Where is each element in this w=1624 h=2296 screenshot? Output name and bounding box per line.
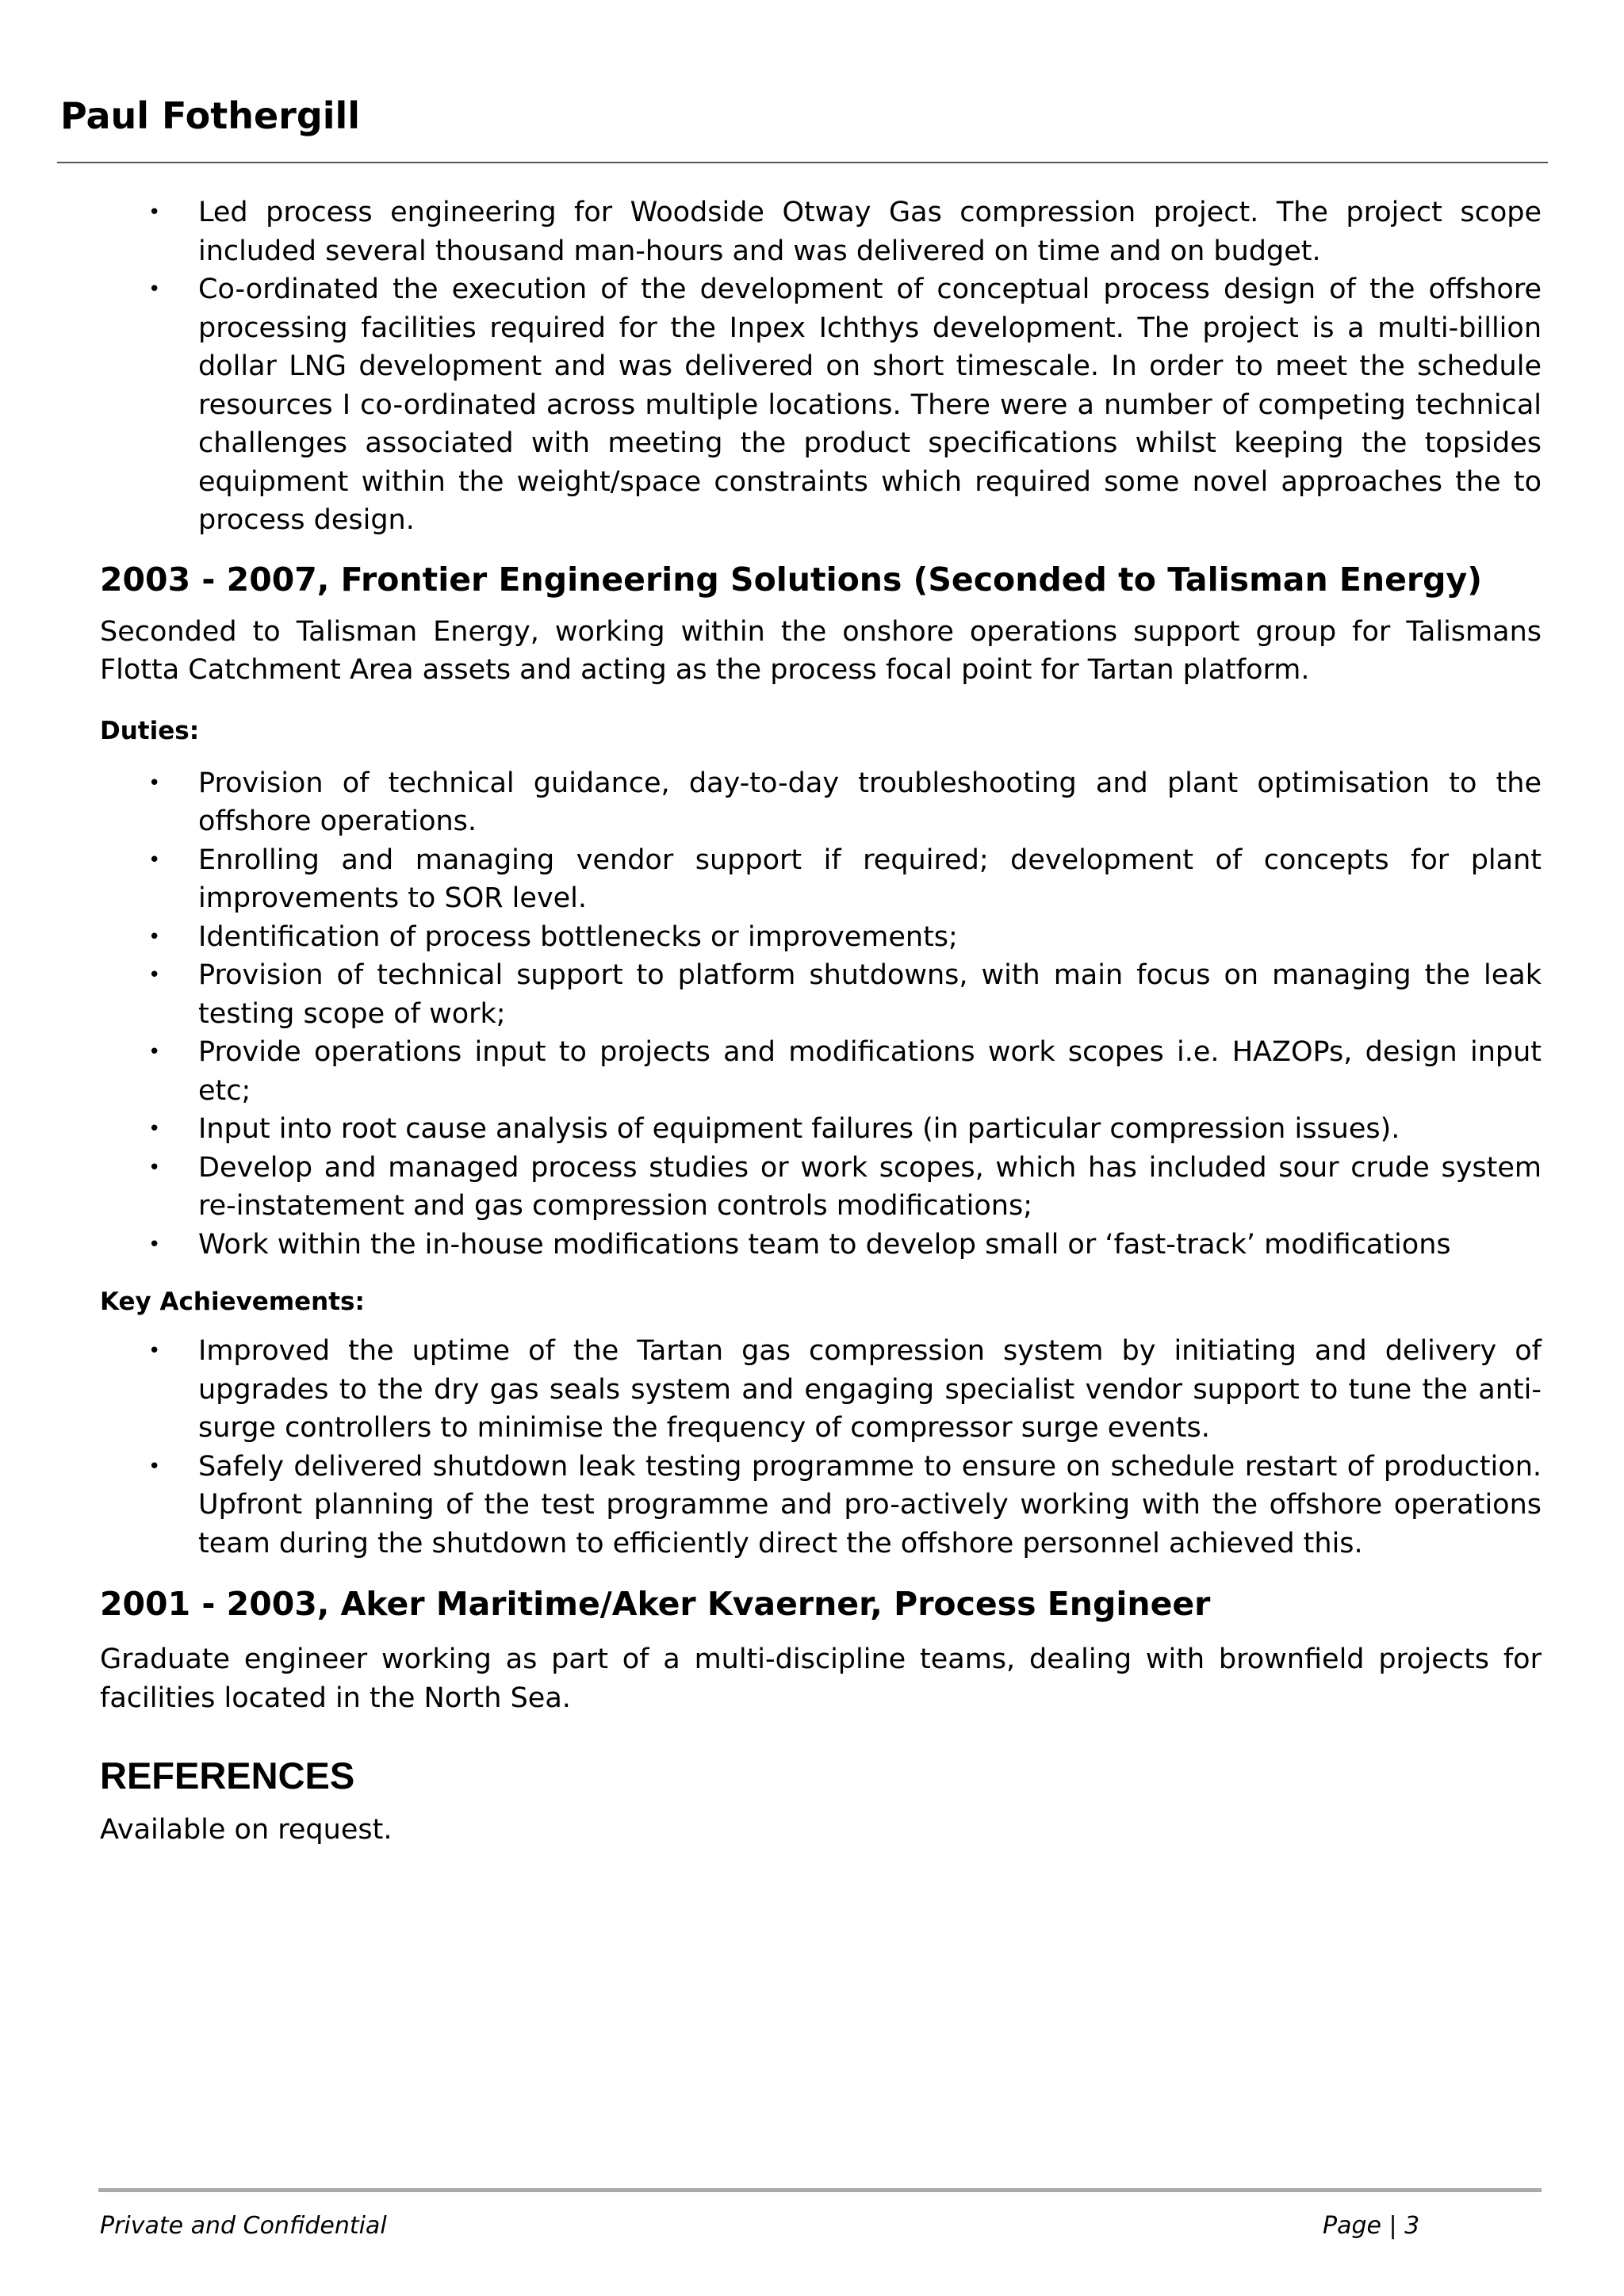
bullet-icon: • [148,963,161,987]
bullet-icon: • [148,1232,161,1257]
list-item-text: Identification of process bottlenecks or improvements; [198,920,958,953]
job-title-aker: 2001 - 2003, Aker Maritime/Aker Kvaerner, Process Engineer [100,1585,1211,1623]
list-item [100,1332,1542,1448]
achievements-list [100,1332,1542,1563]
job-summary-aker: Graduate engineer working as part of a multi-discipline teams, dealing with brownfield projects for facilities located in the North Sea. [100,1644,1542,1714]
bullet-icon: • [148,924,161,949]
list-item-text: Co-ordinated the execution of the development of conceptual process design of the offshore processing facilities required for the Inpex Ichthys development. The project is a multi-billion dollar LNG development and was delivered on short timescale. In order to meet the schedule resources I co-ordinated across multiple locations. There were a number of competing technical challenges associated with meeting the product specifications whilst keeping the topsides equipment within the weight/space constraints which required some novel approaches the to process design. [198,274,1542,536]
bullet-icon: • [148,848,161,872]
list-item-text: Provide operations input to projects and modifications work scopes i.e. HAZOPs, design input etc; [198,1036,1542,1107]
list-item-text: Provision of technical guidance, day-to-day troubleshooting and plant optimisation to the offshore operations. [198,767,1542,837]
list-item [100,1033,1542,1110]
duties-list [100,764,1542,1265]
list-item-text: Improved the uptime of the Tartan gas compression system by initiating and delivery of upgrades to the dry gas seals system and engaging specialist vendor support to tune the anti-surge controllers to minimise the frequency of compressor surge events. [198,1335,1542,1444]
footer-rule [98,2188,1542,2192]
list-item [100,1110,1542,1149]
footer-page-number: Page | 3 [1323,2212,1420,2240]
list-item [100,270,1542,540]
list-item-text: Enrolling and managing vendor support if required; development of concepts for plant improvements to SOR level. [198,844,1542,914]
list-item [100,956,1542,1033]
list-item-text: Develop and managed process studies or work scopes, which has included sour crude system re-instatement and gas compression controls modifications; [198,1151,1542,1222]
references-text: Available on request. [100,1814,393,1846]
bullet-icon: • [148,201,161,224]
bullet-icon: • [148,1339,161,1363]
list-item [100,764,1542,841]
list-item [100,1226,1542,1265]
header-name: Paul Fothergill [60,94,361,137]
bullet-icon: • [148,277,161,301]
bullet-icon: • [148,1040,161,1064]
achievements-heading: Key Achievements: [100,1288,365,1316]
bullet-icon: • [148,771,161,795]
references-heading: REFERENCES [100,1755,355,1797]
bullet-icon: • [148,1155,161,1180]
job-summary-frontier: Seconded to Talisman Energy, working within the onshore operations support group for Talismans Flotta Catchment Area assets and acting as the process focal point for Tartan platform. [100,615,1542,686]
list-item [100,1448,1542,1563]
intro-bullet-list [100,193,1542,540]
list-item [100,918,1542,957]
job-title-frontier: 2003 - 2007, Frontier Engineering Solutions (Seconded to Talisman Energy) [100,560,1482,599]
duties-heading: Duties: [100,716,200,745]
list-item-text: Work within the in-house modifications team to develop small or ‘fast-track’ modifications [198,1228,1451,1261]
header-rule [57,162,1548,163]
list-item-text: Safely delivered shutdown leak testing programme to ensure on schedule restart of production. Upfront planning of the test programme and pro-actively working with the offshore operations team during the shutdown to efficiently direct the offshore personnel achieved this. [198,1450,1542,1559]
list-item-text: Provision of technical support to platform shutdowns, with main focus on managing the leak testing scope of work; [198,959,1542,1030]
footer-confidential: Private and Confidential [100,2212,387,2240]
list-item [100,841,1542,918]
bullet-icon: • [148,1454,161,1479]
page-content [100,193,1542,1850]
list-item [100,193,1542,270]
list-item-text: Led process engineering for Woodside Otway Gas compression project. The project scope included several thousand man-hours and was delivered on time and on budget. [198,197,1542,267]
list-item [100,1149,1542,1226]
list-item-text: Input into root cause analysis of equipment failures (in particular compression issues). [198,1113,1400,1145]
bullet-icon: • [148,1117,161,1141]
